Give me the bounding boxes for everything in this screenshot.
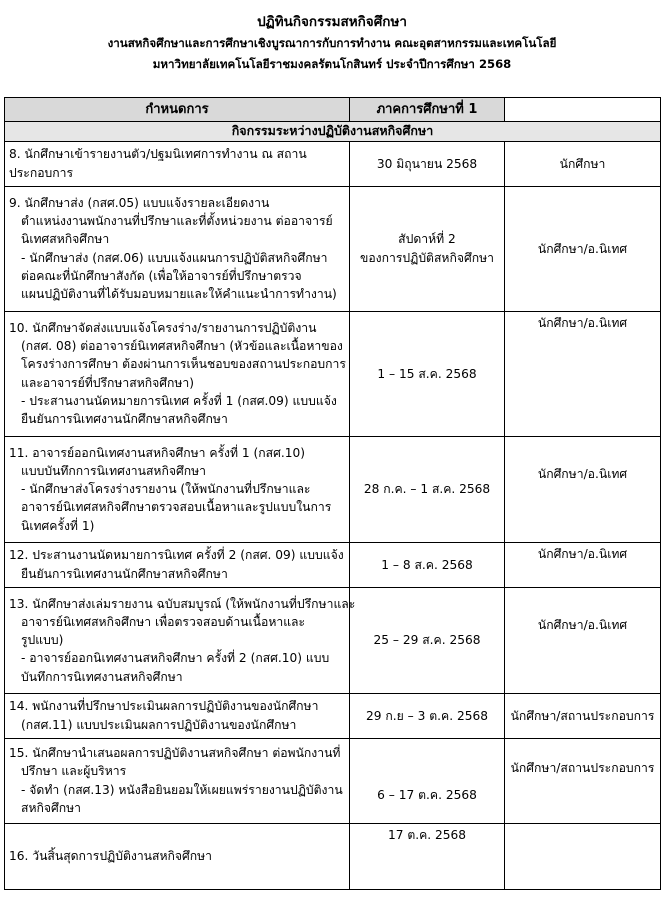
table-row: [5, 693, 661, 738]
task-line: สหกิจศึกษา: [21, 801, 81, 816]
responsible-text: นักศึกษา/อ.นิเทศ: [537, 617, 628, 632]
task-line: 16. วันสิ้นสุดการปฏิบัติงานสหกิจศึกษา: [9, 849, 213, 864]
task-line: 13. นักศึกษาส่งเล่มรายงาน ฉบับสมบูรณ์ (ให้พนักงานที่ปรึกษาและ: [9, 596, 356, 611]
task-line: รูปแบบ): [21, 633, 64, 648]
task-line: ยืนยันการนิเทศงานนักศึกษาสหกิจศึกษา: [21, 566, 228, 581]
task-line: ประกอบการ: [9, 165, 74, 180]
responsible-cell: นักศึกษา: [505, 141, 661, 186]
task-line: ตำแหน่งงานพนักงานที่ปรึกษาและที่ตั้งหน่วยงาน ต่ออาจารย์: [21, 214, 333, 229]
page-subtitle-2: มหาวิทยาลัยเทคโนโลยีราชมงคลรัตนโกสินทร์ ประจำปีการศึกษา 2568: [152, 57, 512, 71]
task-cell: [5, 823, 350, 889]
column-header-term: ภาคการศึกษาที่ 1: [350, 98, 505, 122]
task-line: 15. นักศึกษานำเสนอผลการปฏิบัติงานสหกิจศึกษา ต่อพนักงานที่: [9, 746, 341, 761]
task-line: บันทึกการนิเทศงานสหกิจศึกษา: [21, 669, 183, 684]
task-line: อาจารย์นิเทศสหกิจศึกษาตรวจสอบเนื้อหาและรูปแบบในการ: [21, 500, 332, 515]
task-line: อาจารย์นิเทศสหกิจศึกษา เพื่อตรวจสอบด้านเนื้อหาและ: [21, 614, 306, 629]
column-header-blank: [505, 98, 661, 122]
task-cell: [5, 186, 350, 311]
table-header-row: [5, 98, 661, 122]
section-row: [5, 122, 661, 142]
task-line: 9. นักศึกษาส่ง (กสศ.05) แบบแจ้งรายละเอียดงาน: [9, 195, 270, 210]
task-cell: [5, 141, 350, 186]
task-cell: [5, 738, 350, 823]
document-header: [0, 0, 664, 75]
responsible-text: นักศึกษา/สถานประกอบการ: [510, 760, 655, 775]
table-row: [5, 542, 661, 587]
task-line: แผนปฏิบัติงานที่ได้รับมอบหมายและให้คำแนะนำการทำงาน): [21, 287, 337, 302]
task-line: และอาจารย์ที่ปรึกษาสหกิจศึกษา): [21, 375, 195, 390]
table-row: [5, 738, 661, 823]
date-cell: 29 ก.ย – 3 ต.ค. 2568: [350, 693, 505, 738]
task-line: - นักศึกษาส่งโครงร่างรายงาน (ให้พนักงานที่ปรึกษาและ: [21, 482, 311, 497]
task-line: - อาจารย์ออกนิเทศงานสหกิจศึกษา ครั้งที่ 2 (กสศ.10) แบบ: [21, 651, 330, 666]
page-title: ปฏิทินกิจกรรมสหกิจศึกษา: [257, 14, 407, 30]
task-line: 10. นักศึกษาจัดส่งแบบแจ้งโครงร่าง/รายงานการปฏิบัติงาน: [9, 320, 317, 335]
task-line: ยืนยันการนิเทศงานนักศึกษาสหกิจศึกษา: [21, 412, 228, 427]
date-cell: 17 ต.ค. 2568: [350, 823, 505, 889]
date-cell: 1 – 15 ส.ค. 2568: [350, 311, 505, 436]
page-subtitle: งานสหกิจศึกษาและการศึกษาเชิงบูรณาการกับการทำงาน คณะอุตสาหกรรมและเทคโนโลยี: [107, 36, 557, 50]
task-cell: [5, 436, 350, 542]
task-line: - ประสานงานนัดหมายการนิเทศ ครั้งที่ 1 (กสศ.09) แบบแจ้ง: [21, 394, 337, 409]
task-cell: [5, 693, 350, 738]
table-row: [5, 823, 661, 889]
table-row: [5, 141, 661, 186]
task-line: แบบบันทึกการนิเทศงานสหกิจศึกษา: [21, 463, 206, 478]
task-line: - นักศึกษาส่ง (กสศ.06) แบบแจ้งแผนการปฏิบัติสหกิจศึกษา: [21, 250, 328, 265]
task-line: 11. อาจารย์ออกนิเทศงานสหกิจศึกษา ครั้งที่ 1 (กสศ.10): [9, 445, 305, 460]
date-cell: 30 มิถุนายน 2568: [350, 141, 505, 186]
table-row: [5, 186, 661, 311]
table-row: [5, 436, 661, 542]
schedule-table: [4, 97, 661, 890]
date-cell: 1 – 8 ส.ค. 2568: [350, 542, 505, 587]
responsible-cell: [505, 738, 661, 823]
date-cell: [350, 738, 505, 823]
date-cell: 28 ก.ค. – 1 ส.ค. 2568: [350, 436, 505, 542]
date-cell: [350, 186, 505, 311]
column-header-task: กำหนดการ: [5, 98, 350, 122]
task-cell: [5, 587, 356, 693]
task-line: นิเทศสหกิจศึกษา: [21, 232, 110, 247]
responsible-cell: นักศึกษา/อ.นิเทศ: [505, 311, 661, 436]
responsible-cell: [505, 587, 661, 693]
task-cell: [5, 542, 350, 587]
responsible-cell: นักศึกษา/สถานประกอบการ: [505, 693, 661, 738]
table-row: [5, 311, 661, 436]
responsible-cell: นักศึกษา/อ.นิเทศ: [505, 186, 661, 311]
task-line: 14. พนักงานที่ปรึกษาประเมินผลการปฏิบัติงานของนักศึกษา: [9, 699, 319, 714]
task-line: ปรึกษา และผู้บริหาร: [21, 764, 127, 779]
section-title: กิจกรรมระหว่างปฏิบัติงานสหกิจศึกษา: [5, 122, 661, 142]
task-line: (กสศ.11) แบบประเมินผลการปฏิบัติงานของนักศึกษา: [21, 717, 297, 732]
responsible-cell: [505, 436, 661, 542]
table-row: [5, 587, 661, 693]
task-line: - จัดทำ (กสศ.13) หนังสือยินยอมให้เผยแพร่รายงานปฏิบัติงาน: [21, 782, 343, 797]
responsible-cell: [505, 823, 661, 889]
date-text: 6 – 17 ต.ค. 2568: [377, 787, 477, 802]
responsible-text: นักศึกษา/อ.นิเทศ: [537, 466, 628, 481]
date-line: ของการปฏิบัติสหกิจศึกษา: [360, 250, 494, 265]
task-line: โครงร่างการศึกษา ต้องผ่านการเห็นชอบของสถานประกอบการ: [21, 357, 346, 372]
task-cell: [5, 311, 350, 436]
task-line: นิเทศครั้งที่ 1): [21, 518, 95, 533]
date-line: สัปดาห์ที่ 2: [398, 232, 456, 247]
date-cell: 25 – 29 ส.ค. 2568: [350, 587, 505, 693]
task-line: 12. ประสานงานนัดหมายการนิเทศ ครั้งที่ 2 (กสศ. 09) แบบแจ้ง: [9, 548, 344, 563]
task-line: ต่อคณะที่นักศึกษาสังกัด (เพื่อให้อาจารย์ที่ปรึกษาตรวจ: [21, 269, 302, 284]
task-line: 8. นักศึกษาเข้ารายงานตัว/ปฐมนิเทศการทำงาน ณ สถาน: [9, 147, 307, 162]
responsible-cell: นักศึกษา/อ.นิเทศ: [505, 542, 661, 587]
task-line: (กสศ. 08) ต่ออาจารย์นิเทศสหกิจศึกษา (หัวข้อและเนื้อหาของ: [21, 339, 343, 354]
